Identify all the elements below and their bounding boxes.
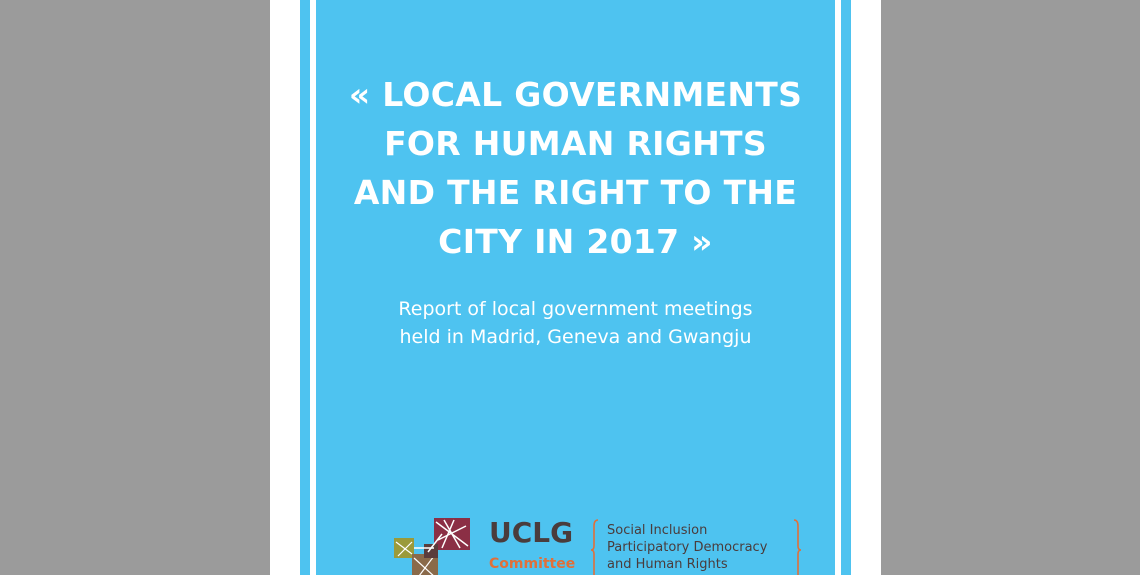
left-brace-icon	[590, 518, 600, 575]
logo-uclg-text: UCLG	[489, 516, 574, 549]
title-line-3: AND THE RIGHT TO THE	[353, 173, 798, 212]
subtitle-line-1: Report of local government meetings	[398, 298, 753, 320]
logo-line-1: Social Inclusion	[607, 523, 708, 538]
logo-committee-text: Committee	[489, 556, 576, 572]
logo-line-3: and Human Rights	[607, 557, 728, 572]
title-line-2: FOR HUMAN RIGHTS	[384, 124, 767, 163]
right-brace-icon	[792, 518, 802, 575]
cover-subtitle	[316, 295, 835, 351]
logo-line-2: Participatory Democracy	[607, 540, 768, 555]
cover-panel	[316, 0, 835, 575]
logo-committee-name	[607, 522, 767, 573]
uclg-committee-logo	[394, 512, 834, 575]
left-border-stripe	[300, 0, 310, 575]
subtitle-line-2: held in Madrid, Geneva and Gwangju	[399, 326, 752, 348]
title-line-4: CITY IN 2017 »	[438, 222, 713, 261]
cover-title	[316, 70, 835, 266]
title-line-1: « LOCAL GOVERNMENTS	[348, 75, 803, 114]
right-border-stripe	[841, 0, 851, 575]
document-page	[270, 0, 881, 575]
logo-network-icon	[394, 512, 476, 575]
